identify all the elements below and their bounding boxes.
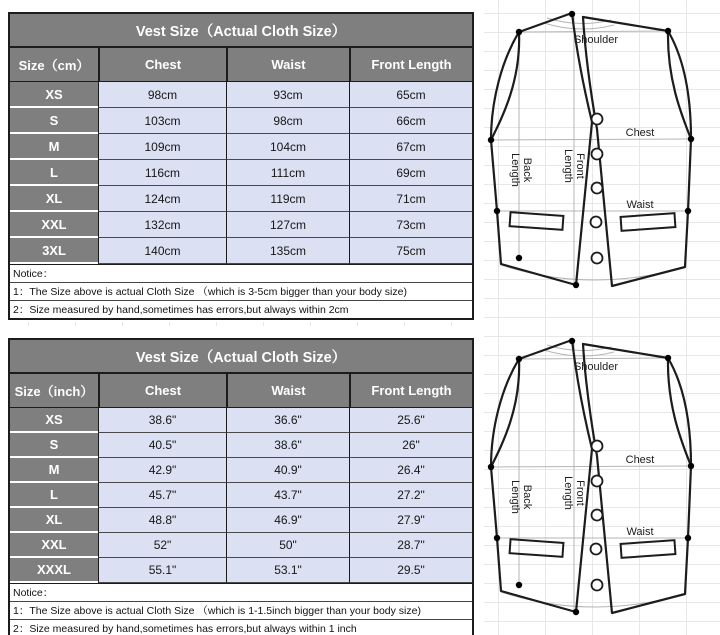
notice-item: 1：The Size above is actual Cloth Size （which is 1-1.5inch bigger than your body size): [10, 601, 472, 619]
buttons: [591, 114, 603, 264]
measurement-guide-lines: [491, 14, 691, 285]
measurement-guide-lines: [491, 341, 691, 612]
chest-value: 124cm: [98, 186, 226, 212]
waist-value: 38.6": [226, 433, 349, 458]
front-length-value: 71cm: [349, 186, 472, 212]
chest-label: Chest: [625, 127, 655, 139]
size-label: M: [10, 134, 98, 160]
waist-value: 135cm: [226, 238, 349, 264]
table-title: Vest Size（Actual Cloth Size）: [10, 14, 472, 48]
table-row: [10, 82, 472, 108]
buttons: [591, 441, 603, 591]
size-label: S: [10, 433, 98, 458]
chest-value: 55.1": [98, 558, 226, 583]
column-header-front-length: Front Length: [349, 374, 472, 408]
waist-value: 50": [226, 533, 349, 558]
size-label: L: [10, 160, 98, 186]
vest-outline: [491, 13, 691, 286]
size-label: XXL: [10, 212, 98, 238]
size-chart-cm-block: [0, 0, 484, 322]
table-row: [10, 433, 472, 458]
size-chart-inch-block: [0, 326, 484, 635]
front-length-value: 26.4": [349, 458, 472, 483]
size-table-cm: [8, 12, 474, 320]
notice-heading: Notice：: [13, 268, 54, 280]
table-row: [10, 160, 472, 186]
waist-value: 36.6": [226, 408, 349, 433]
front-length-value: 29.5": [349, 558, 472, 583]
table-row: [10, 558, 472, 583]
table-row: [10, 533, 472, 558]
vest-outline: [491, 340, 691, 613]
table-row: [10, 108, 472, 134]
waist-value: 127cm: [226, 212, 349, 238]
chest-value: 116cm: [98, 160, 226, 186]
waist-value: 46.9": [226, 508, 349, 533]
front-length-value: 75cm: [349, 238, 472, 264]
waist-value: 40.9": [226, 458, 349, 483]
waist-value: 111cm: [226, 160, 349, 186]
size-label: XL: [10, 508, 98, 533]
size-label: L: [10, 483, 98, 508]
front-length-value: 27.2": [349, 483, 472, 508]
table-header-row: [10, 48, 472, 82]
vest-labels: [509, 34, 654, 211]
table-row: [10, 408, 472, 433]
back-length-label: BackLength: [509, 480, 533, 514]
table-row: [10, 458, 472, 483]
waist-label: Waist: [626, 526, 654, 538]
size-label: XXL: [10, 533, 98, 558]
column-header-chest: Chest: [98, 48, 226, 82]
chest-label: Chest: [625, 454, 655, 466]
size-label: XS: [10, 408, 98, 433]
front-length-value: 69cm: [349, 160, 472, 186]
size-label: M: [10, 458, 98, 483]
column-header-chest: Chest: [98, 374, 226, 408]
waist-value: 93cm: [226, 82, 349, 108]
column-header-front-length: Front Length: [349, 48, 472, 82]
column-header-waist: Waist: [226, 374, 349, 408]
front-length-value: 66cm: [349, 108, 472, 134]
front-length-value: 65cm: [349, 82, 472, 108]
table-header-row: [10, 374, 472, 408]
chest-value: 132cm: [98, 212, 226, 238]
front-length-label: FrontLength: [562, 476, 586, 510]
vest-labels: [509, 361, 654, 538]
notice-heading: Notice：: [13, 587, 54, 599]
notice-item: 1：The Size above is actual Cloth Size （which is 3-5cm bigger than your body size): [10, 282, 472, 300]
chest-value: 52": [98, 533, 226, 558]
back-length-label: BackLength: [509, 153, 533, 187]
table-row: [10, 134, 472, 160]
size-label: XL: [10, 186, 98, 212]
chest-value: 103cm: [98, 108, 226, 134]
chest-value: 42.9": [98, 458, 226, 483]
chest-value: 140cm: [98, 238, 226, 264]
notice-item: 2：Size measured by hand,sometimes has errors,but always within 2cm: [10, 300, 472, 318]
table-row: [10, 483, 472, 508]
front-length-value: 67cm: [349, 134, 472, 160]
chest-value: 48.8": [98, 508, 226, 533]
column-header-size: Size（cm）: [10, 48, 98, 82]
column-header-size: Size（inch）: [10, 374, 98, 408]
front-length-value: 25.6": [349, 408, 472, 433]
shoulder-label: Shoulder: [573, 34, 619, 46]
front-length-label: FrontLength: [562, 149, 586, 183]
notice-section: [10, 583, 472, 635]
front-length-value: 26": [349, 433, 472, 458]
chest-value: 109cm: [98, 134, 226, 160]
shoulder-label: Shoulder: [573, 361, 619, 373]
chest-value: 45.7": [98, 483, 226, 508]
size-label: XXXL: [10, 558, 98, 583]
table-row: [10, 212, 472, 238]
table-row: [10, 508, 472, 533]
column-header-waist: Waist: [226, 48, 349, 82]
waist-value: 104cm: [226, 134, 349, 160]
waist-value: 98cm: [226, 108, 349, 134]
size-label: XS: [10, 82, 98, 108]
vest-measurement-diagram: [486, 4, 708, 304]
size-label: 3XL: [10, 238, 98, 264]
waist-label: Waist: [626, 199, 654, 211]
notice-section: [10, 264, 472, 318]
waist-value: 43.7": [226, 483, 349, 508]
front-length-value: 27.9": [349, 508, 472, 533]
waist-value: 53.1": [226, 558, 349, 583]
vest-measurement-diagram: [486, 331, 708, 631]
waist-value: 119cm: [226, 186, 349, 212]
size-label: S: [10, 108, 98, 134]
front-length-value: 73cm: [349, 212, 472, 238]
notice-item: 2：Size measured by hand,sometimes has errors,but always within 1 inch: [10, 619, 472, 635]
front-length-value: 28.7": [349, 533, 472, 558]
chest-value: 98cm: [98, 82, 226, 108]
table-title: Vest Size（Actual Cloth Size）: [10, 340, 472, 374]
table-row: [10, 186, 472, 212]
chest-value: 40.5": [98, 433, 226, 458]
chest-value: 38.6": [98, 408, 226, 433]
table-row: [10, 238, 472, 264]
size-table-inch: [8, 338, 474, 635]
